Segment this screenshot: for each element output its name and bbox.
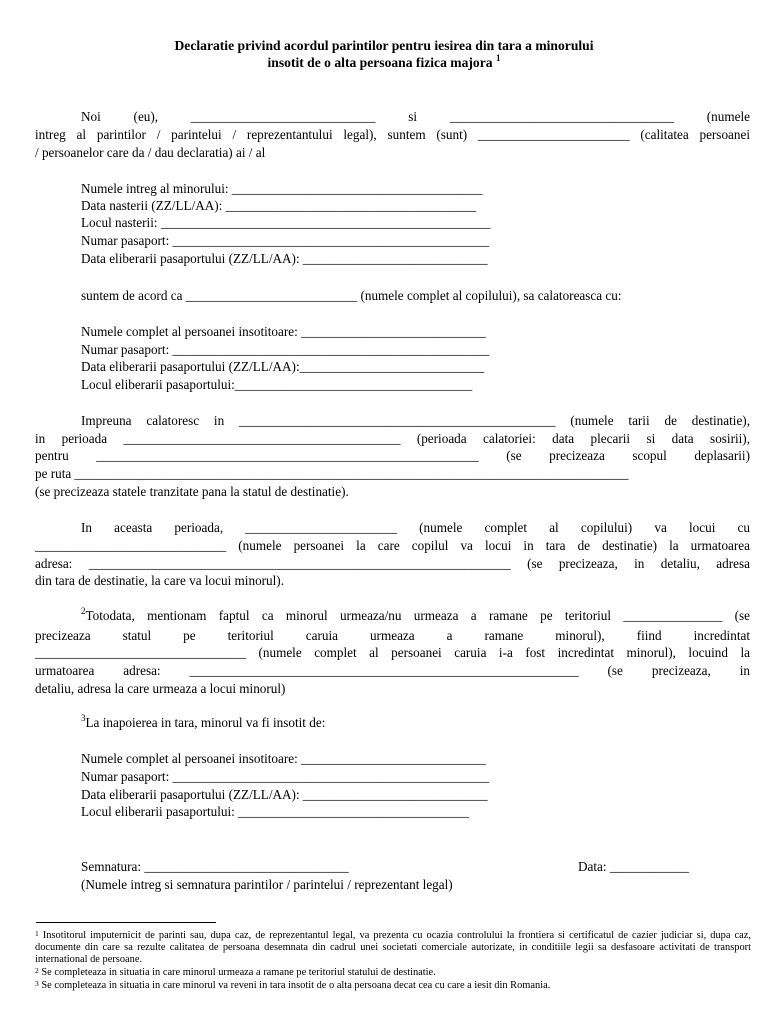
travel-line-4[interactable]: pe ruta ____________________________________________________________________________________: [35, 466, 629, 481]
footnote-2-mark: 2: [35, 966, 39, 975]
remain-line-1-text: Totodata, mentionam faptul ca minorul urmeaza/nu urmeaza a ramane pe teritoriul _______________ (se: [85, 608, 750, 623]
footnote-3-mark: 3: [35, 979, 39, 988]
remain-line-1[interactable]: [81, 607, 750, 624]
return-escort-passport-field[interactable]: Numar pasaport: ________________________________________________: [81, 769, 490, 784]
return-escort-issue-date-field[interactable]: Data eliberarii pasaportului (ZZ/LL/AA): ____________________________: [81, 787, 488, 802]
minor-passport-issue-field[interactable]: Data eliberarii pasaportului (ZZ/LL/AA): ____________________________: [81, 251, 488, 266]
footnote-ref-3: 3: [81, 713, 86, 723]
remain-line-5: detaliu, adresa la care urmeaza a locui minorul): [35, 681, 286, 696]
footnote-2-text: Se completeaza in situatia in care minorul urmeaza a ramane pe teritoriul statului de destinatie.: [41, 967, 436, 978]
stay-line-2[interactable]: _____________________________ (numele persoanei la care copilul va locui in tara de destinatie) la urmatoarea: [35, 538, 750, 553]
travel-line-3[interactable]: pentru __________________________________________________________ (se precizeaza scopul deplasarii): [35, 448, 750, 463]
minor-birth-date-field[interactable]: Data nasterii (ZZ/LL/AA): ______________________________________: [81, 198, 477, 213]
escort-passport-field[interactable]: Numar pasaport: ________________________________________________: [81, 342, 490, 357]
minor-birth-place-field[interactable]: Locul nasterii: __________________________________________________: [81, 215, 491, 230]
title-line-2-text: insotit de o alta persoana fizica majora: [267, 55, 493, 70]
footnote-ref-2: 2: [81, 606, 86, 616]
return-escort-name-field[interactable]: Numele complet al persoanei insotitoare: ____________________________: [81, 751, 486, 766]
footnote-3: [35, 980, 751, 992]
return-escort-issue-place-field[interactable]: Locul eliberarii pasaportului: ___________________________________: [81, 804, 469, 819]
minor-passport-field[interactable]: Numar pasaport: ________________________________________________: [81, 233, 490, 248]
date-field[interactable]: Data: ____________: [578, 859, 689, 874]
title-line-1: Declaratie privind acordul parintilor pentru iesirea din tara a minorului: [174, 38, 594, 53]
escort-issue-date-field[interactable]: Data eliberarii pasaportului (ZZ/LL/AA):____________________________: [81, 359, 485, 374]
return-line-text: La inapoierea in tara, minorul va fi insotit de:: [85, 715, 326, 730]
agreement-line[interactable]: suntem de acord ca __________________________ (numele complet al copilului), sa calatoreasca cu:: [81, 288, 622, 303]
footnote-ref-1: 1: [495, 53, 501, 63]
footnote-1-text: Insotitorul imputernicit de parinti sau, dupa caz, de reprezentantul legal, va prezenta cu ocazia controlului la frontiera si certificatul de cazier judiciar si, dupa caz, documente din care sa rezulte calitatea de persoana desemnata din cadrul unei societati comerciale autorizate, in conditiile legii sa desfasoare activitati de transport international de persoane.: [35, 930, 751, 966]
footnote-separator: [36, 922, 216, 923]
remain-line-3[interactable]: ________________________________ (numele complet al persoanei caruia i-a fost incredintat minorul), locuind la: [35, 645, 750, 660]
travel-line-1[interactable]: Impreuna calatoresc in ________________________________________________ (numele tarii de destinatie),: [81, 413, 750, 428]
parents-line-1: Noi (eu), ____________________________ si __________________________________ (numele: [81, 109, 750, 124]
return-line: [81, 714, 325, 731]
stay-line-4: din tara de destinatie, la care va locui minorul).: [35, 573, 284, 588]
parents-line-3: / persoanelor care da / dau declaratia) ai / al: [35, 145, 266, 160]
stay-line-1[interactable]: In aceasta perioada, _______________________ (numele complet al copilului) va locui cu: [81, 520, 750, 535]
travel-line-5: (se precizeaza statele tranzitate pana la statul de destinatie).: [35, 484, 349, 499]
title-line-2: [0, 54, 768, 71]
footnote-1-mark: 1: [35, 929, 39, 938]
stay-line-3[interactable]: adresa: ________________________________________________________________ (se precizeaza, in detaliu, adresa: [35, 556, 750, 571]
signature-note: (Numele intreg si semnatura parintilor / parintelui / reprezentant legal): [81, 877, 453, 892]
remain-line-2: precizeaza statul pe teritoriul caruia urmeaza a ramane minorul), fiind incredintat: [35, 628, 750, 643]
footnote-3-text: Se completeaza in situatia in care minorul va reveni in tara insotit de o alta persoana decat cea cu care a iesit din Romania.: [41, 980, 551, 991]
parents-line-2: intreg al parintilor / parintelui / reprezentantului legal), suntem (sunt) _______________________ (calitatea persoanei: [35, 127, 750, 142]
remain-line-4[interactable]: urmatoarea adresa: ___________________________________________________________ (se precizeaza, in: [35, 663, 750, 678]
footnote-1: [35, 930, 751, 967]
escort-issue-place-field[interactable]: Locul eliberarii pasaportului:____________________________________: [81, 377, 473, 392]
travel-line-2[interactable]: in perioada __________________________________________ (perioada calatoriei: data plecarii si data sosirii),: [35, 431, 750, 446]
footnote-2: [35, 967, 751, 979]
escort-name-field[interactable]: Numele complet al persoanei insotitoare: ____________________________: [81, 324, 486, 339]
minor-name-field[interactable]: Numele intreg al minorului: ______________________________________: [81, 181, 483, 196]
signature-field[interactable]: Semnatura: _______________________________: [81, 859, 349, 874]
